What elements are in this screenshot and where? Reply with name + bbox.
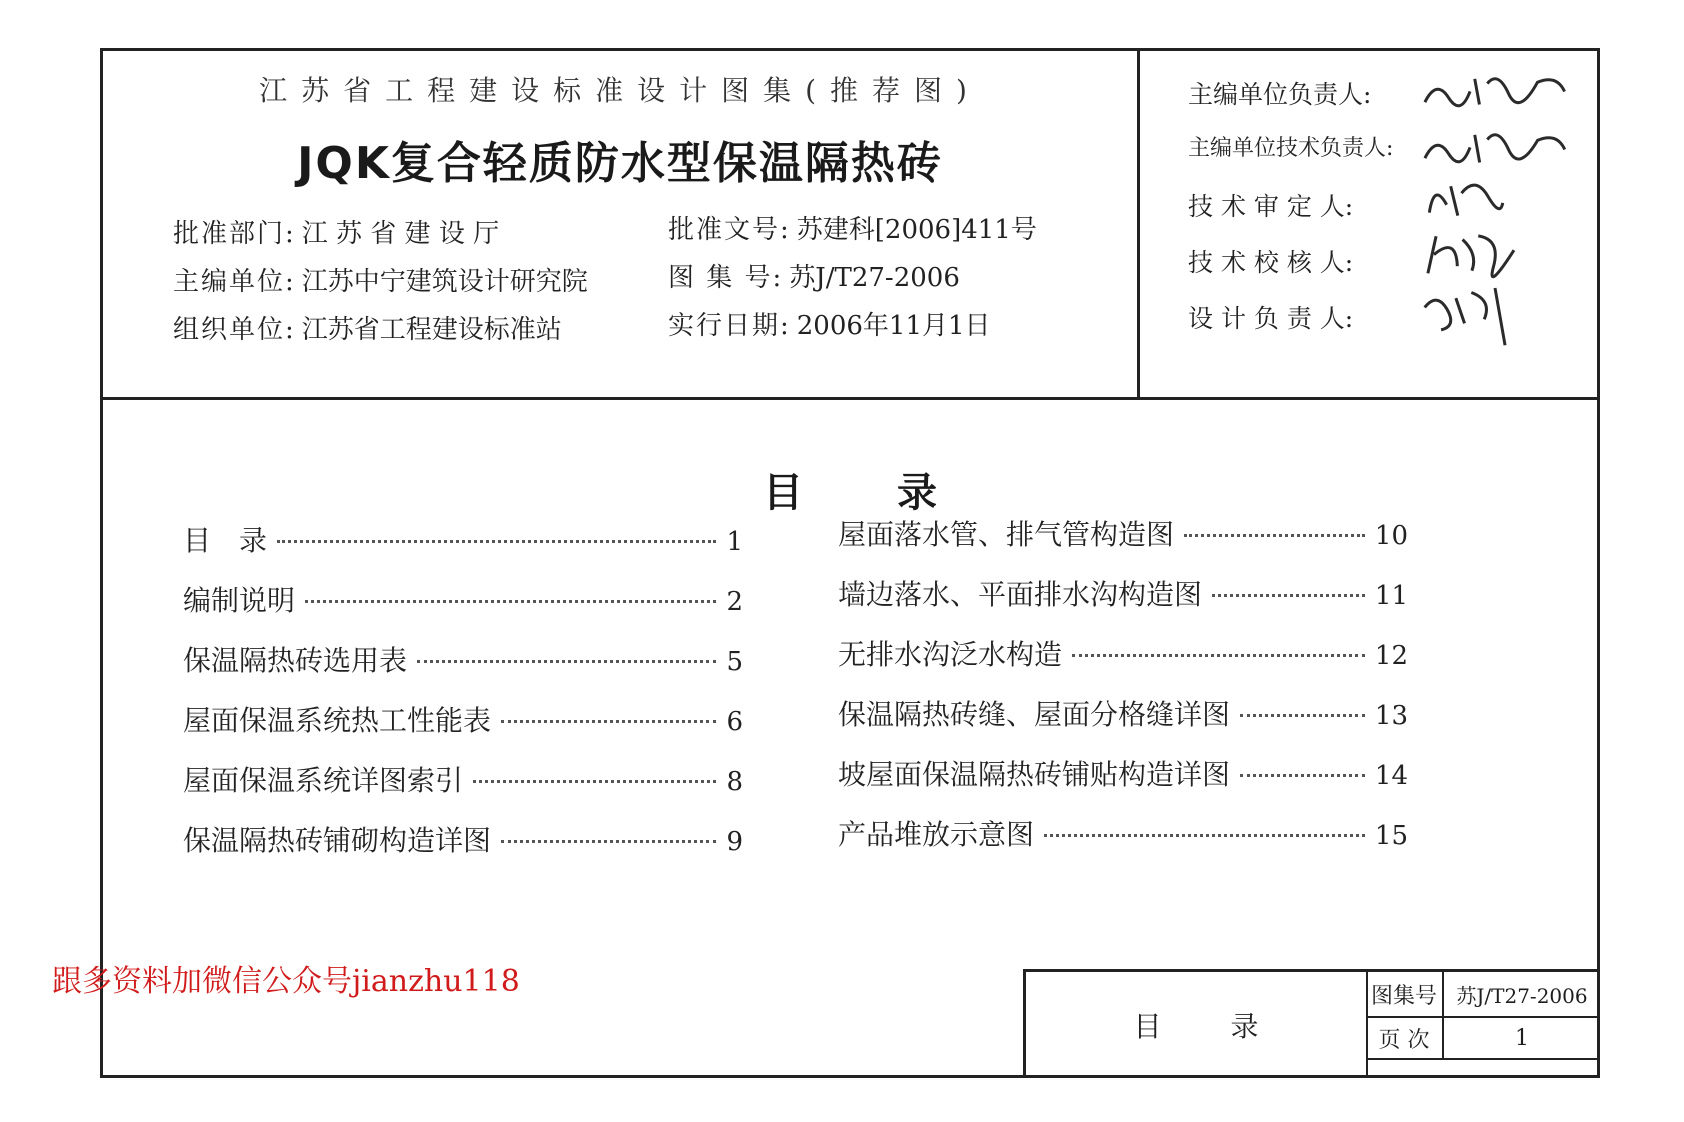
- chief-editor-value: 江苏中宁建筑设计研究院: [301, 267, 588, 297]
- toc-entry-page: 12: [1374, 641, 1408, 671]
- chief-unit-tech-head-row: [1188, 131, 1588, 162]
- technical-checker-row: [1188, 243, 1588, 279]
- dot-leader: [1212, 594, 1365, 597]
- dot-leader: [305, 600, 716, 603]
- toc-entry-page: 1: [726, 527, 743, 557]
- toc-entry-title: 保温隔热砖选用表: [183, 644, 408, 677]
- page-value: 1: [1444, 1018, 1600, 1060]
- atlas-no-value: 苏J/T27-2006: [1444, 972, 1600, 1018]
- dot-leader: [1240, 714, 1365, 717]
- approval-dept-value: 江 苏 省 建 设 厅: [301, 219, 500, 249]
- dot-leader: [501, 840, 716, 843]
- organizer-row: [173, 309, 562, 346]
- toc-entry-title: 保温隔热砖铺砌构造详图: [183, 824, 492, 857]
- toc-entry[interactable]: [183, 639, 743, 679]
- responsible-persons: [1137, 51, 1600, 397]
- page-label: 页 次: [1366, 1018, 1444, 1060]
- atlas-title: JQK复合轻质防水型保温隔热砖: [297, 138, 943, 189]
- dot-leader: [501, 720, 716, 723]
- chief-editor-label: 主编单位:: [173, 267, 296, 297]
- approval-doc-label: 批准文号:: [668, 215, 791, 245]
- dot-leader: [1044, 834, 1365, 837]
- toc-entry-title: 坡屋面保温隔热砖铺贴构造详图: [838, 758, 1231, 791]
- technical-checker-label: 技 术 校 核 人:: [1188, 248, 1354, 277]
- toc-entry-page: 9: [726, 827, 743, 857]
- chief-unit-tech-head-label: 主编单位技术负责人:: [1188, 136, 1394, 161]
- toc-entry-title: 屋面保温系统热工性能表: [183, 704, 492, 737]
- toc-entry[interactable]: [183, 759, 743, 799]
- toc-entry[interactable]: [183, 519, 743, 559]
- effective-date-value: 2006年11月1日: [796, 311, 991, 341]
- toc-entry-page: 2: [726, 587, 743, 617]
- dot-leader: [473, 780, 716, 783]
- design-lead-label: 设 计 负 责 人:: [1188, 304, 1354, 333]
- toc-entry[interactable]: [838, 753, 1408, 793]
- toc-entry-page: 13: [1374, 701, 1408, 731]
- signature-image: [1415, 220, 1520, 286]
- toc-entry-title: 目 录: [183, 524, 268, 557]
- toc-entry-page: 11: [1374, 581, 1408, 611]
- organizer-value: 江苏省工程建设标准站: [301, 315, 562, 345]
- atlas-number-label: 图 集 号:: [668, 263, 784, 293]
- approval-doc-value: 苏建科[2006]411号: [796, 215, 1037, 245]
- toc-entry-page: 6: [726, 707, 743, 737]
- effective-date-label: 实行日期:: [668, 311, 791, 341]
- approval-dept-row: [173, 213, 499, 250]
- toc-entry[interactable]: [838, 813, 1408, 853]
- dot-leader: [1240, 774, 1365, 777]
- atlas-number-value: 苏J/T27-2006: [789, 263, 960, 293]
- toc-heading: 目 录: [763, 469, 977, 516]
- technical-approver-row: [1188, 187, 1588, 223]
- chief-editor-row: [173, 261, 588, 298]
- toc-entry[interactable]: [183, 579, 743, 619]
- design-lead-row: [1188, 299, 1588, 335]
- chief-unit-head-row: [1188, 75, 1588, 111]
- effective-date-row: [668, 305, 991, 342]
- header-info: [103, 51, 1137, 397]
- toc-entry-page: 15: [1374, 821, 1408, 851]
- toc-entry[interactable]: [838, 513, 1408, 553]
- toc-entry[interactable]: [838, 633, 1408, 673]
- toc-entry-page: 8: [726, 767, 743, 797]
- technical-approver-label: 技 术 审 定 人:: [1188, 192, 1354, 221]
- toc-entry[interactable]: [838, 573, 1408, 613]
- signature-image: [1416, 168, 1511, 227]
- toc-entry-title: 屋面落水管、排气管构造图: [838, 518, 1175, 551]
- toc-entry-page: 14: [1374, 761, 1408, 791]
- dot-leader: [1184, 534, 1365, 537]
- organizer-label: 组织单位:: [173, 315, 296, 345]
- approval-dept-label: 批准部门:: [173, 219, 296, 249]
- atlas-number-row: [668, 257, 960, 294]
- atlas-no-label: 图集号: [1366, 972, 1444, 1018]
- toc-entry-page: 5: [726, 647, 743, 677]
- dot-leader: [277, 540, 716, 543]
- title-block-name: 目 录: [1026, 972, 1368, 1078]
- watermark-text: 跟多资料加微信公众号jianzhu118: [52, 964, 520, 999]
- toc-entry[interactable]: [838, 693, 1408, 733]
- signature-image: [1416, 57, 1570, 122]
- toc-entry[interactable]: [183, 819, 743, 859]
- toc-entry-title: 保温隔热砖缝、屋面分格缝详图: [838, 698, 1231, 731]
- toc-entry[interactable]: [183, 699, 743, 739]
- toc-entry-title: 产品堆放示意图: [838, 818, 1035, 851]
- toc-entry-page: 10: [1374, 521, 1408, 551]
- cover-header: [103, 51, 1597, 400]
- toc-entry-title: 编制说明: [183, 584, 296, 617]
- series-title: 江苏省工程建设标准设计图集(推荐图): [259, 74, 981, 107]
- title-block: [1023, 969, 1600, 1078]
- approval-doc-row: [668, 209, 1037, 246]
- dot-leader: [417, 660, 716, 663]
- signature-image: [1415, 278, 1522, 358]
- drawing-sheet: [100, 48, 1600, 1078]
- toc-entry-title: 屋面保温系统详图索引: [183, 764, 464, 797]
- dot-leader: [1072, 654, 1365, 657]
- toc-entry-title: 墙边落水、平面排水沟构造图: [838, 578, 1203, 611]
- chief-unit-head-label: 主编单位负责人:: [1188, 80, 1372, 109]
- toc-entry-title: 无排水沟泛水构造: [838, 638, 1063, 671]
